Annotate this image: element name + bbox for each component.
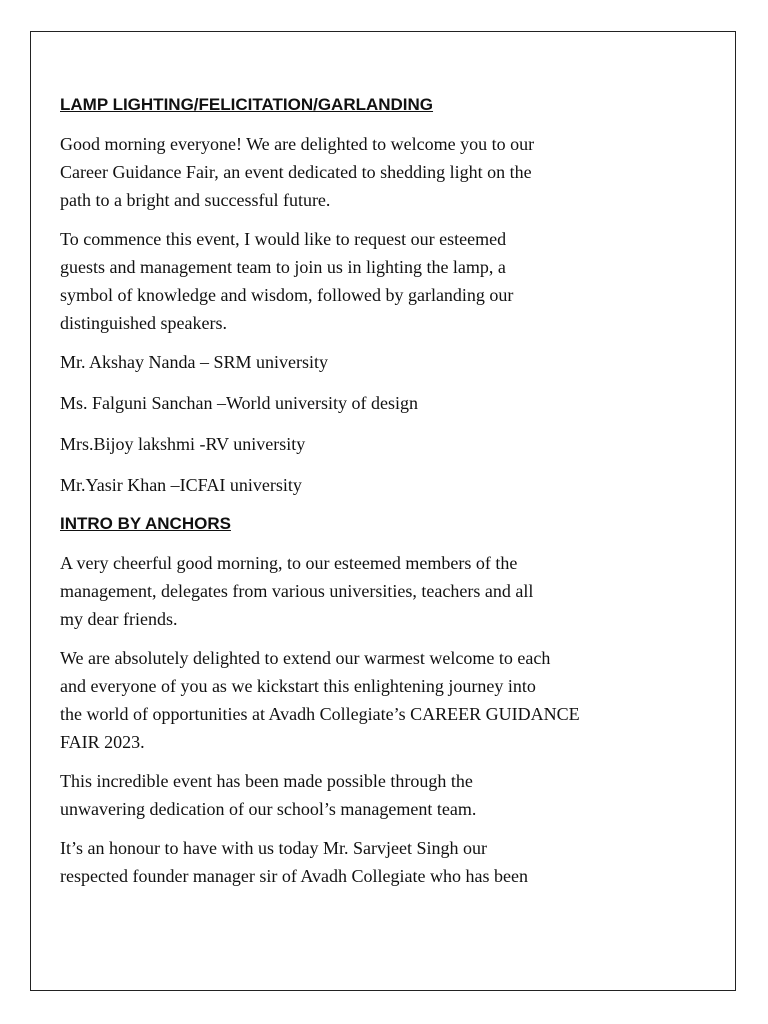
document-content: [60, 93, 690, 901]
section-heading-intro-by-anchors: INTRO BY ANCHORS: [60, 514, 231, 533]
text-line: FAIR 2023.: [60, 732, 145, 752]
text-line: the world of opportunities at Avadh Collegiate’s CAREER GUIDANCE: [60, 704, 580, 724]
text-line: and everyone of you as we kickstart this enlightening journey into: [60, 676, 536, 696]
text-line: unwavering dedication of our school’s management team.: [60, 799, 477, 819]
text-line: respected founder manager sir of Avadh Collegiate who has been: [60, 866, 528, 886]
paragraph-incredible-event: [60, 767, 690, 823]
paragraph-welcome: [60, 130, 690, 214]
speaker-item: Mrs.Bijoy lakshmi -RV university: [60, 434, 306, 454]
speaker-item: Ms. Falguni Sanchan –World university of design: [60, 393, 419, 413]
text-line: distinguished speakers.: [60, 313, 227, 333]
text-line: To commence this event, I would like to request our esteemed: [60, 229, 507, 249]
text-line: A very cheerful good morning, to our esteemed members of the: [60, 553, 518, 573]
text-line: Good morning everyone! We are delighted to welcome you to our: [60, 134, 535, 154]
paragraph-warmest-welcome: [60, 644, 690, 756]
text-line: my dear friends.: [60, 609, 178, 629]
paragraph-honour: [60, 834, 690, 890]
text-line: path to a bright and successful future.: [60, 190, 331, 210]
text-line: symbol of knowledge and wisdom, followed by garlanding our: [60, 285, 514, 305]
paragraph-commence: [60, 225, 690, 337]
text-line: It’s an honour to have with us today Mr. Sarvjeet Singh our: [60, 838, 487, 858]
text-line: We are absolutely delighted to extend our warmest welcome to each: [60, 648, 551, 668]
text-line: Career Guidance Fair, an event dedicated to shedding light on the: [60, 162, 532, 182]
text-line: This incredible event has been made possible through the: [60, 771, 473, 791]
speaker-item: Mr.Yasir Khan –ICFAI university: [60, 475, 302, 495]
section-heading-lamp-lighting: LAMP LIGHTING/FELICITATION/GARLANDING: [60, 95, 434, 114]
paragraph-cheerful-morning: [60, 549, 690, 633]
text-line: guests and management team to join us in lighting the lamp, a: [60, 257, 506, 277]
text-line: management, delegates from various universities, teachers and all: [60, 581, 534, 601]
speaker-item: Mr. Akshay Nanda – SRM university: [60, 352, 328, 372]
